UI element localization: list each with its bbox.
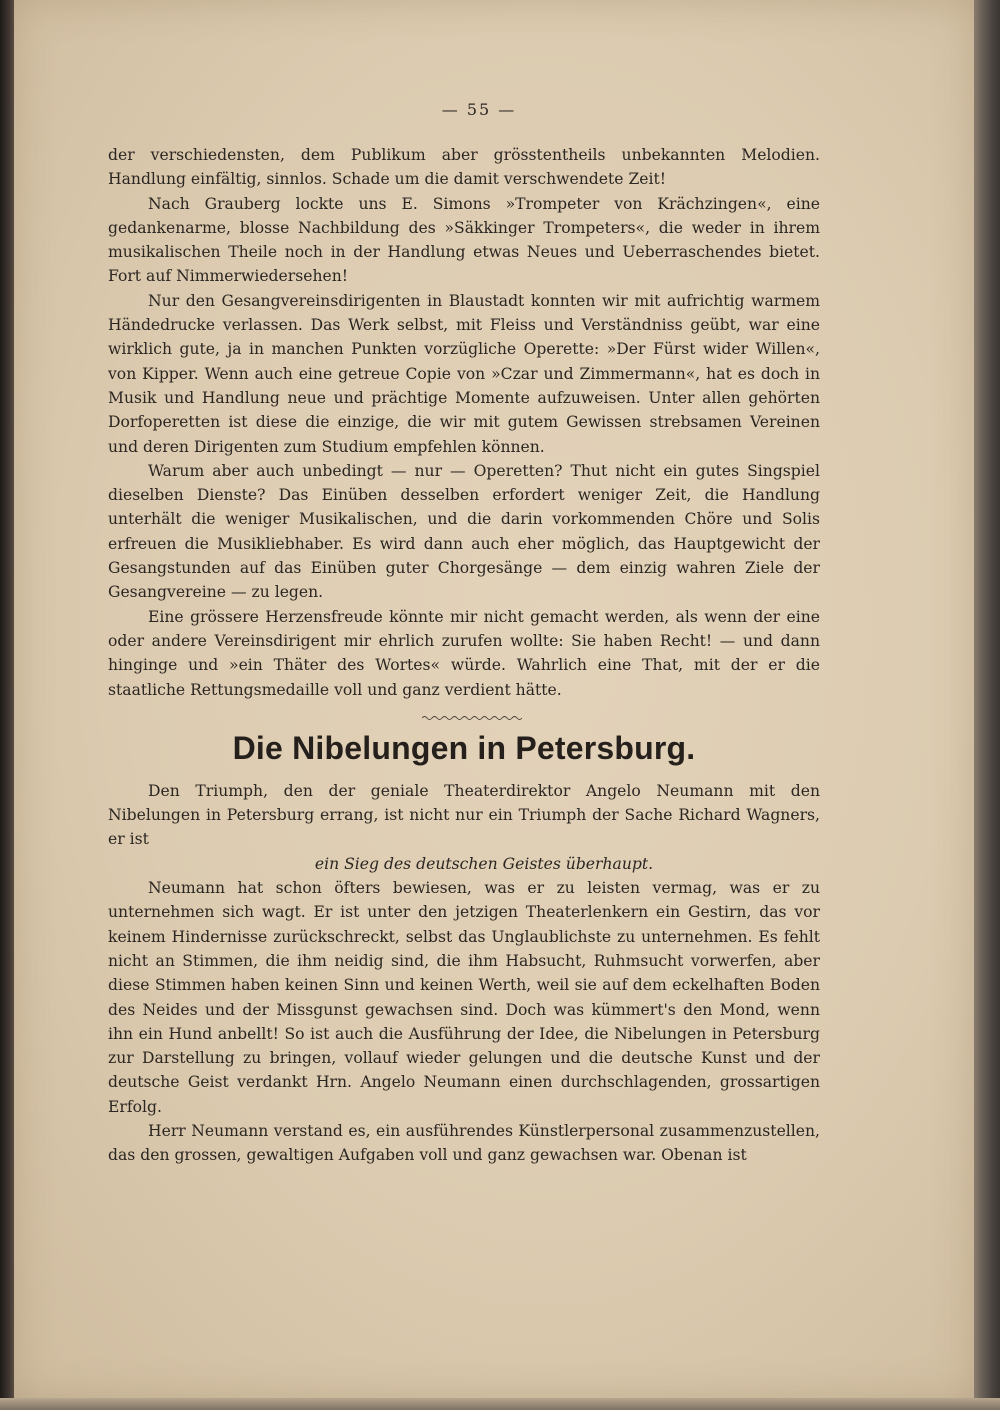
article-intro: Den Triumph, den der geniale Theaterdirektor Angelo Neumann mit den Nibelungen in Petersburg errang, ist nicht nur ein Triumph der Sache Richard Wagners, er ist [108,781,820,849]
paragraph: Neumann hat schon öfters bewiesen, was er zu leisten vermag, was er zu unternehmen sich wagt. Er ist unter den jetzigen Theaterlenkern ein Gestirn, das vor keinem Hindernisse zurückschreckt, selbst das Unglaublichste zu unternehmen. Es fehlt nicht an Stimmen, die ihm neidig sind, die ihm Habsucht, Ruhmsucht vorwerfen, aber diese Stimmen haben keinen Sinn und keinen Werth, weil sie auf dem eckelhaften Boden des Neides und der Missgunst gewachsen sind. Doch was kümmert's den Mond, wenn ihn ein Hund anbellt! So ist auch die Ausführung der Idee, die Nibelungen in Petersburg zur Darstellung zu bringen, vollauf wieder gelungen und die deutsche Kunst und der deutsche Geist verdankt Hrn. Angelo Neumann einen durchschlagenden, grossartigen Erfolg. [108,879,820,1116]
paragraph: Nach Grauberg lockte uns E. Simons »Trompeter von Krächzingen«, eine gedankenarme, blosse Nachbildung des »Säkkinger Trompeters«, die weder in ihrem musikalischen Theile noch in der Handlung etwas Neues und Ueberraschendes bietet. Fort auf Nimmerwiedersehen! [108,194,820,286]
page-edge-bottom [0,1398,1000,1410]
article [108,730,820,1168]
page-number: — 55 — [441,100,517,119]
paragraph: Eine grössere Herzensfreude könnte mir nicht gemacht werden, als wenn der eine oder andere Vereinsdirigent mir ehrlich zurufen wollte: Sie haben Recht! — und dann hinginge und »ein Thäter des Wortes« würde. Wahrlich eine That, mit der er die staatliche Rettungsmedaille voll und ganz verdient hätte. [108,607,820,699]
page-content [108,100,820,1168]
paragraph: Nur den Gesangvereinsdirigenten in Blaustadt konnten wir mit aufrichtig warmem Händedrucke verlassen. Das Werk selbst, mit Fleiss und Verständniss geübt, war eine wirklich gute, ja in manchen Punkten vorzügliche Operette: »Der Fürst wider Willen«, von Kipper. Wenn auch eine getreue Copie von »Czar und Zimmermann«, hat es doch in Musik und Handlung neue und prächtige Momente aufzuweisen. Unter allen gehörten Dorfoperetten ist diese die einzige, die wir mit gutem Gewissen strebsamen Vereinen und deren Dirigenten zum Studium empfehlen können. [108,291,820,456]
book-binding [0,0,14,1410]
paragraph: der verschiedensten, dem Publikum aber grösstentheils unbekannten Melodien. Handlung einfältig, sinnlos. Schade um die damit verschwendete Zeit! [108,146,820,189]
paragraph: Herr Neumann verstand es, ein ausführendes Künstlerpersonal zusammenzustellen, das den grossen, gewaltigen Aufgaben voll und ganz gewachsen war. Obenan ist [108,1121,820,1165]
article-emphasis: ein Sieg des deutschen Geistes überhaupt. [314,854,654,873]
wavy-line-icon [422,714,522,722]
article-title: Die Nibelungen in Petersburg. [232,729,696,766]
paragraph: Warum aber auch unbedingt — nur — Operetten? Thut nicht ein gutes Singspiel dieselben Dienste? Das Einüben desselben erfordert weniger Zeit, die Handlung unterhält die weniger Musikalischen, und die darin vorkommenden Chöre und Solis erfreuen die Musikliebhaber. Es wird dann auch eher möglich, das Hauptgewicht der Gesangstunden auf das Einüben guter Chorgesänge — dem einzig wahren Ziele der Gesangvereine — zu legen. [108,461,820,602]
previous-article-continuation [108,143,820,702]
ornamental-divider [422,714,522,722]
page-edge-right [974,0,1000,1410]
